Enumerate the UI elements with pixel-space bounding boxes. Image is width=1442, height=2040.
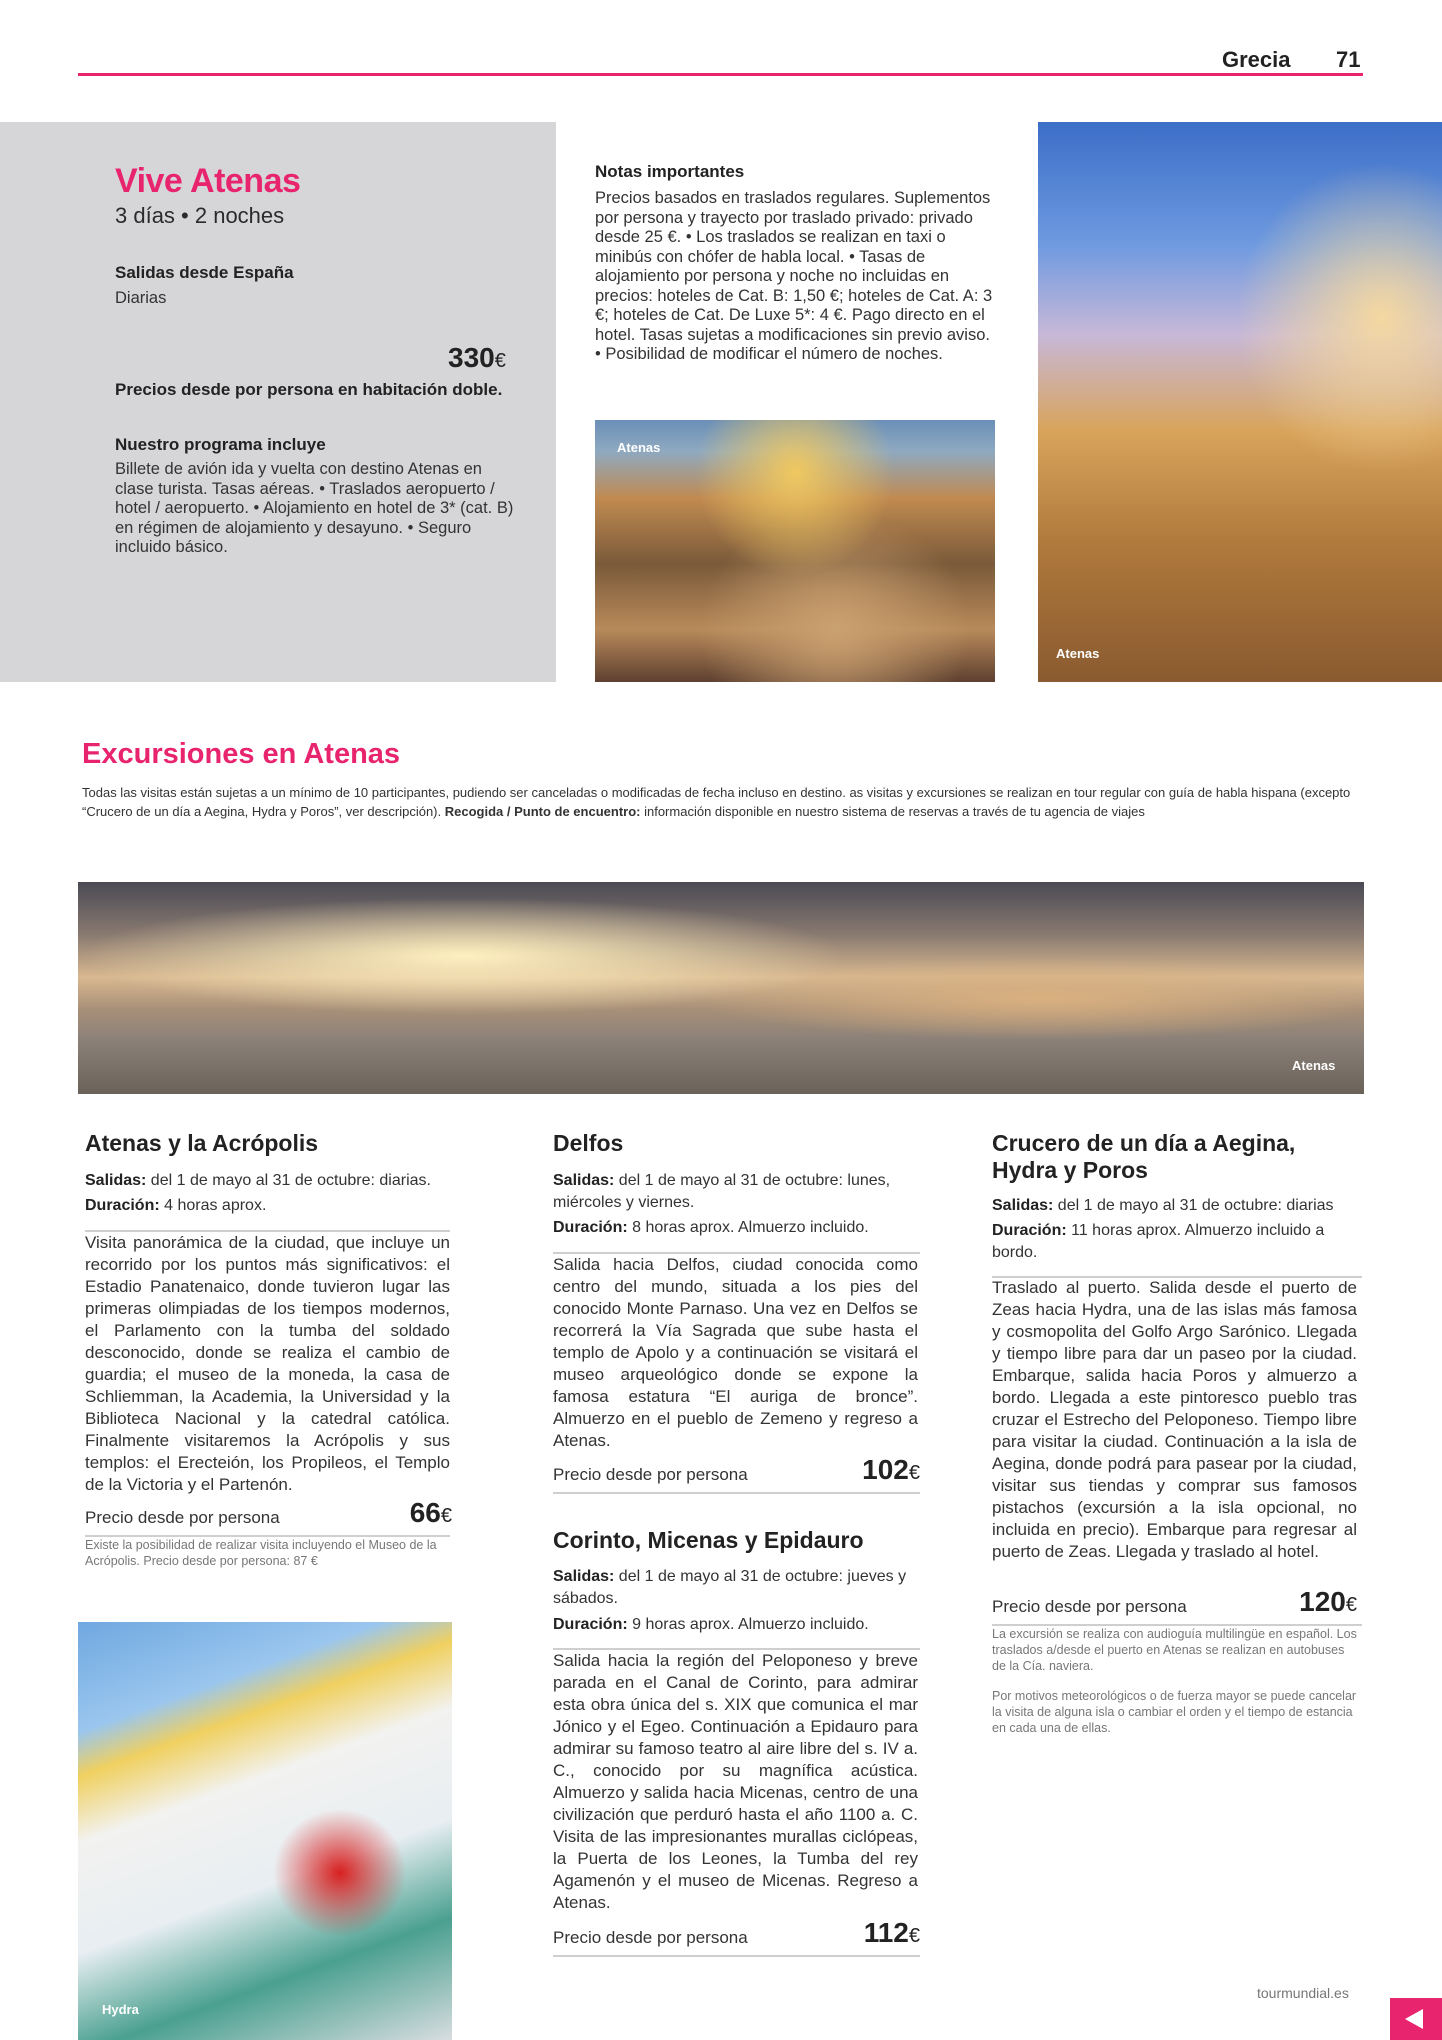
section-title: Grecia [1222, 47, 1291, 72]
notes-title: Notas importantes [595, 162, 745, 181]
price-label: Precio desde por persona [553, 1928, 748, 1947]
package-price-value: 330 [448, 342, 495, 373]
divider [553, 1492, 920, 1494]
notes-text: Precios basados en traslados regulares. Suplementos por persona y trayecto por traslado privado: privado desde 25 €. • Los traslados se realizan en taxi o minibús con chófer de habla local. • Tasas de alojamiento por persona y noche no incluidas en precios: hoteles de Cat. B: 1,50 €; hoteles de Cat. A: 3 €; hoteles de Cat. De Luxe 5*: 4 €. Pago directo en el hotel. Tasas sujetas a modificaciones sin previo aviso. • Posibilidad de modificar el número de noches. [595, 189, 993, 363]
photo-hydra [78, 1622, 452, 2040]
intro-text-c: información disponible en nuestro sistema de reservas a través de tu agencia de viajes [640, 804, 1145, 819]
photo-caption: Atenas [1056, 646, 1100, 661]
excursion-price: 120€ [1299, 1586, 1357, 1617]
package-price [448, 342, 506, 374]
photo-atenas-city [595, 420, 995, 682]
divider [553, 1955, 920, 1957]
departures-value: Diarias [115, 289, 167, 307]
excursion-duration: Duración: 11 horas aprox. Almuerzo incluido a bordo. [992, 1222, 1325, 1261]
excursion-price: 102€ [862, 1454, 920, 1485]
departures-label: Salidas desde España [115, 263, 294, 282]
photo-caption: Hydra [102, 2002, 139, 2017]
photo-caption: Atenas [617, 440, 661, 455]
back-arrow-icon[interactable] [1405, 2009, 1423, 2029]
excursion-note-2: Por motivos meteorológicos o de fuerza mayor se puede cancelar la visita de alguna isla o cambiar el orden y el tiempo de estancia en cada una de ellas. [992, 1689, 1357, 1735]
excursion-departures: Salidas: del 1 de mayo al 31 de octubre: lunes, miércoles y viernes. [553, 1172, 891, 1211]
excursion-duration: Duración: 9 horas aprox. Almuerzo incluido. [553, 1616, 869, 1633]
excursion-departures: Salidas: del 1 de mayo al 31 de octubre: jueves y sábados. [553, 1568, 907, 1607]
package-title: Vive Atenas [115, 162, 301, 200]
excursion-title: Delfos [553, 1130, 624, 1156]
excursion-departures: Salidas: del 1 de mayo al 31 de octubre: diarias [992, 1197, 1334, 1214]
price-label: Precio desde por persona [992, 1597, 1187, 1616]
price-label: Precio desde por persona [553, 1465, 748, 1484]
excursion-description: Traslado al puerto. Salida desde el puerto de Zeas hacia Hydra, una de las islas más famosa y cosmopolita del Golfo Argo Sarónico. Llegada y tiempo libre para dar un paseo por la ciudad. Embarque, salida hacia Poros y almuerzo a bordo. Llegada a este pintoresco pueblo tras cruzar el Estrecho del Peloponeso. Tiempo libre para visitar la ciudad. Continuación a la isla de Aegina, donde podrá para pasear por la ciudad, visitar sus tiendas y comprar sus famosos pistachos (excursión a la isla opcional, no incluida en precio). Embarque para regresar al puerto de Zeas. Llegada y traslado al hotel. [992, 1278, 1357, 1561]
photo-atenas-temple [1038, 122, 1442, 682]
excursion-title: Atenas y la Acrópolis [85, 1130, 319, 1156]
intro-pickup-label: Recogida / Punto de encuentro: [444, 804, 641, 819]
excursion-note: La excursión se realiza con audioguía multilingüe en español. Los traslados a/desde el puerto en Atenas se realizan en autobuses de la Cía. naviera. [992, 1627, 1357, 1673]
package-subtitle: 3 días • 2 noches [115, 203, 285, 228]
excursion-duration: Duración: 4 horas aprox. [85, 1197, 267, 1214]
excursion-price: 66€ [409, 1497, 452, 1528]
package-price-note: Precios desde por persona en habitación doble. [115, 380, 503, 399]
header-rule [78, 73, 1363, 76]
excursion-price: 112€ [863, 1917, 920, 1948]
excursion-departures: Salidas: del 1 de mayo al 31 de octubre: diarias. [85, 1172, 431, 1189]
excursions-title: Excursiones en Atenas [82, 738, 401, 770]
excursion-description: Salida hacia la región del Peloponeso y breve parada en el Canal de Corinto, para admirar esta obra única del s. XIX que comunica el mar Jónico y el Egeo. Continuación a Epidauro para admirar su famoso teatro al aire libre del s. IV a. C., conocido por su magnífica acústica. Almuerzo y salida hacia Micenas, centro de una civilización que perduró hasta el año 1100 a. C. Visita de las impresionantes murallas ciclópeas, la Puerta de los Leones, la Tumba del rey Agamenón y el museo de Micenas. Regreso a Atenas. [553, 1651, 918, 1912]
photo-caption: Atenas [1292, 1058, 1336, 1073]
excursion-title: Crucero de un día a Aegina, Hydra y Poros [992, 1130, 1296, 1183]
package-price-currency: € [494, 350, 506, 372]
photo-panorama [78, 882, 1364, 1094]
intro-text-a: Todas las visitas están sujetas a un mínimo de 10 participantes, pudiendo ser canceladas o modificadas de fecha incluso en destino. as visitas y excursiones se realizan en tour regular con guía de habla hispana (excepto “Crucero de un día a Aegina, Hydra y Poros”, ver descripción). [82, 785, 1351, 819]
includes-label: Nuestro programa incluye [115, 435, 326, 454]
footer-site[interactable]: tourmundial.es [1257, 1985, 1349, 2001]
excursion-title: Corinto, Micenas y Epidauro [553, 1527, 864, 1553]
excursion-description: Visita panorámica de la ciudad, que incluye un recorrido por los puntos más significativos: el Estadio Panatenaico, donde tuvieron lugar las primeras olimpiadas de los tiempos modernos, el Parlamento con la tumba del soldado desconocido, donde se realiza el cambio de guardia; el museo de la moneda, la casa de Schliemman, la Academia, la Universidad y la Biblioteca Nacional y la catedral católica. Finalmente visitaremos la Acrópolis y sus templos: el Erecteión, los Propileos, el Templo de la Victoria y el Partenón. [85, 1233, 450, 1494]
price-label: Precio desde por persona [85, 1508, 280, 1527]
excursion-note: Existe la posibilidad de realizar visita incluyendo el Museo de la Acrópolis. Precio desde por persona: 87 € [85, 1538, 437, 1568]
includes-text: Billete de avión ida y vuelta con destino Atenas en clase turista. Tasas aéreas. • Traslados aeropuerto / hotel / aeropuerto. • Alojamiento en hotel de 3* (cat. B) en régimen de alojamiento y desayuno. • Seguro incluido básico. [115, 460, 514, 556]
page-number: 71 [1336, 47, 1361, 72]
excursion-duration: Duración: 8 horas aprox. Almuerzo incluido. [553, 1219, 869, 1236]
excursion-description: Salida hacia Delfos, ciudad conocida como centro del mundo, situada a los pies del conocido Monte Parnaso. Una vez en Delfos se recorrerá la Vía Sagrada que sube hasta el templo de Apolo y a continuación se visitará el museo arqueológico donde se expone la famosa estatura “El auriga de bronce”. Almuerzo en el pueblo de Zemeno y regreso a Atenas. [553, 1255, 918, 1450]
excursions-intro [82, 783, 1362, 821]
